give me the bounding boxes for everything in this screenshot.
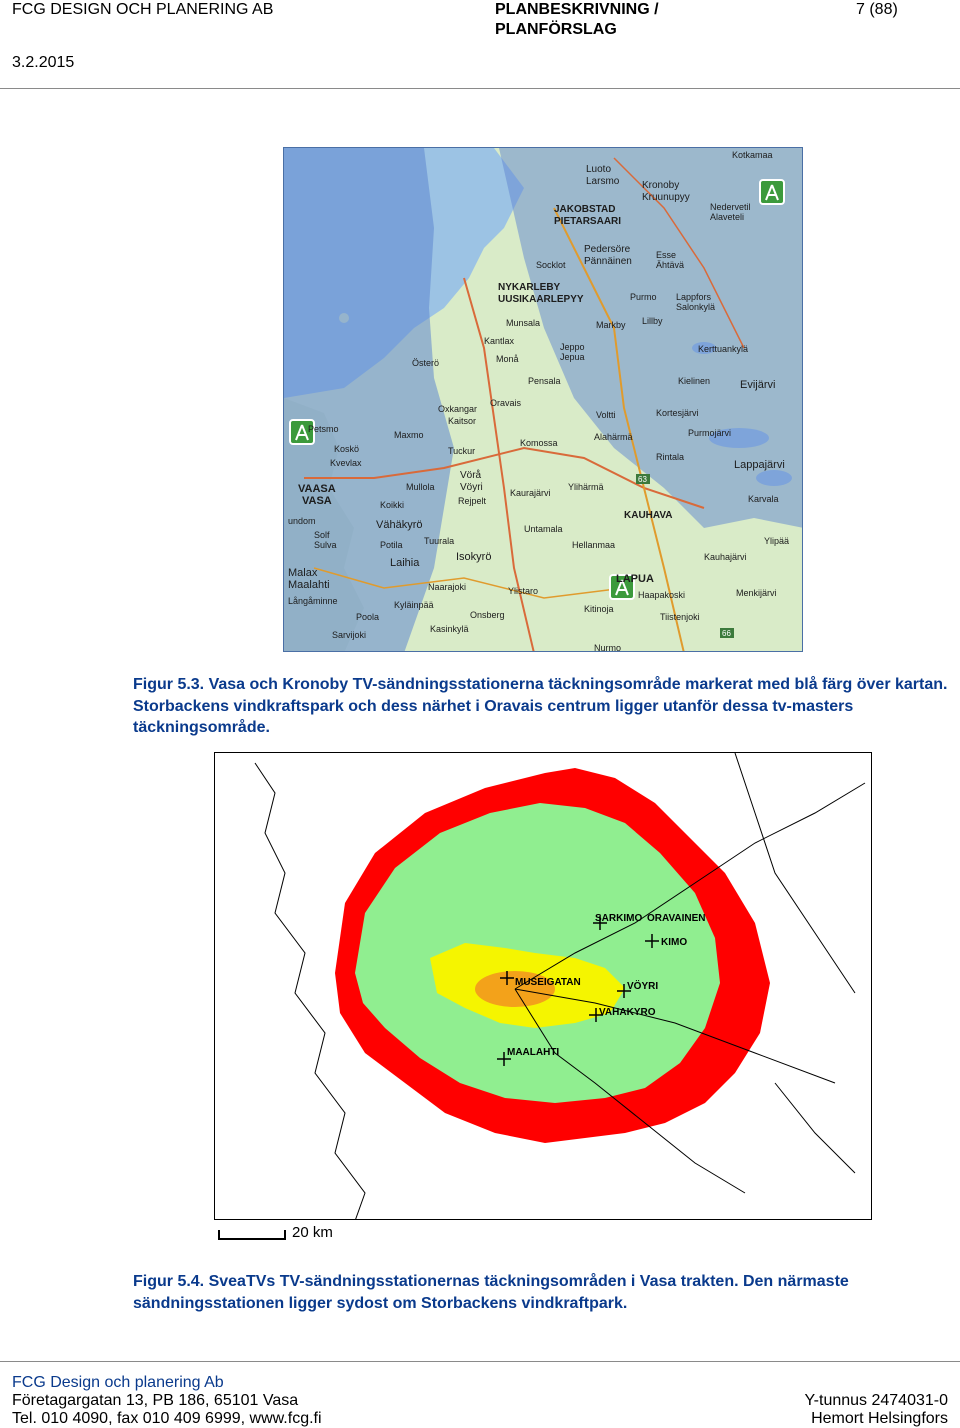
map-label-untamala: Untamala bbox=[524, 524, 563, 534]
map-label-jeppo: Jeppo bbox=[560, 342, 585, 352]
map-label-kortesjarvi: Kortesjärvi bbox=[656, 408, 699, 418]
map-label-ylipaa: Ylipää bbox=[764, 536, 790, 546]
coverage-label-sarkimo: SARKIMO bbox=[595, 913, 643, 924]
map-label-uusikaarlepyy: UUSIKAARLEPYY bbox=[498, 294, 584, 305]
map-label-vahakyro: Vähäkyrö bbox=[376, 519, 423, 531]
map-label-mullola: Mullola bbox=[406, 482, 435, 492]
map-label-lappfors: Lappfors bbox=[676, 292, 712, 302]
map-label-lillby: Lillby bbox=[642, 316, 663, 326]
map-label-pensala: Pensala bbox=[528, 376, 561, 386]
map-label-vaasa: VAASA bbox=[298, 483, 336, 495]
map-scale-bar bbox=[218, 1224, 358, 1244]
map-label-maalahti: Maalahti bbox=[288, 579, 330, 591]
map-label-langamiinne: Långåminne bbox=[288, 596, 338, 606]
map-label-yliharma: Ylihärmä bbox=[568, 482, 604, 492]
map-label-komossa: Komossa bbox=[520, 438, 558, 448]
map-label-onsberg: Onsberg bbox=[470, 610, 505, 620]
map-label-haapakoski: Haapakoski bbox=[638, 590, 686, 600]
map-label-solf: Solf bbox=[314, 530, 330, 540]
figure-5-4-caption: Figur 5.4. SveaTVs TV-sändningsstationernas täckningsområden i Vasa trakten. Den närmaste sändningsstationen ligger sydost om Storbackens vindkraftpark. bbox=[133, 1273, 849, 1312]
map-label-oxkangar: Oxkangar bbox=[438, 404, 478, 414]
road-number-63: 63 bbox=[638, 475, 647, 484]
map-label-kaitsor: Kaitsor bbox=[448, 416, 477, 426]
map-label-poola: Poola bbox=[356, 612, 380, 622]
map-label-rejpelt: Rejpelt bbox=[458, 496, 487, 506]
map-label-salonkyla: Salonkylä bbox=[676, 302, 716, 312]
map-label-sulva: Sulva bbox=[314, 540, 337, 550]
figure-5-3-caption: Figur 5.3. Vasa och Kronoby TV-sändningsstationerna täckningsområde markerat med blå färg över kartan. Storbackens vindkraftspark och dess närhet i Oravais centrum ligger utanför dessa tv-masters täckningsområde. bbox=[133, 676, 948, 736]
figure-5-3-map bbox=[283, 147, 803, 652]
coverage-label-maalahti: MAALAHTI bbox=[507, 1047, 560, 1058]
map-label-evijarvi: Evijärvi bbox=[740, 379, 776, 391]
map-label-luoto: Luoto bbox=[586, 164, 612, 175]
map-label-kasinkyla: Kasinkylä bbox=[430, 624, 469, 634]
footer-business-id: Y-tunnus 2474031-0 bbox=[804, 1392, 948, 1409]
map-label-petsmo: Petsmo bbox=[308, 424, 339, 434]
footer-contact[interactable]: Tel. 010 4090, fax 010 409 6999, www.fcg.fi bbox=[12, 1410, 322, 1427]
map-label-isokyro: Isokyrö bbox=[456, 551, 492, 563]
map-label-jakobstad: JAKOBSTAD bbox=[554, 204, 616, 215]
map-label-sundom: undom bbox=[288, 516, 316, 526]
header-page-number: 7 (88) bbox=[856, 1, 898, 18]
map-label-laihia: Laihia bbox=[390, 557, 420, 569]
map-label-voltti: Voltti bbox=[596, 410, 616, 420]
map-label-vasa: VASA bbox=[302, 495, 332, 507]
map-label-naarajoki: Naarajoki bbox=[428, 582, 467, 592]
header-doc-title-line2: PLANFÖRSLAG bbox=[495, 21, 617, 38]
map-label-tuurala: Tuurala bbox=[424, 536, 455, 546]
header-doc-title bbox=[495, 0, 659, 40]
map-label-markby: Markby bbox=[596, 320, 626, 330]
map-label-munsala: Munsala bbox=[506, 318, 541, 328]
map-label-alaharma: Alahärmä bbox=[594, 432, 633, 442]
map-label-kronoby: Kronoby bbox=[642, 180, 680, 191]
footer-company: FCG Design och planering Ab bbox=[12, 1374, 224, 1391]
map-label-nykarleby: NYKARLEBY bbox=[498, 282, 561, 293]
road-number-66: 66 bbox=[722, 629, 731, 638]
map-label-voyri: Vöyri bbox=[460, 482, 483, 493]
map-label-larsmo: Larsmo bbox=[586, 176, 620, 187]
footer-domicile: Hemort Helsingfors bbox=[811, 1410, 948, 1427]
coverage-label-vahakyro: VAHAKYRO bbox=[599, 1007, 656, 1018]
map-label-lapua: LAPUA bbox=[616, 573, 654, 585]
map-label-kvevlax: Kvevlax bbox=[330, 458, 362, 468]
map-label-kauhava: KAUHAVA bbox=[624, 510, 673, 521]
map-label-karvala: Karvala bbox=[748, 494, 779, 504]
map-label-esse: Esse bbox=[656, 250, 677, 260]
coverage-label-oravainen: ORAVAINEN bbox=[647, 913, 706, 924]
map-label-purmo: Purmo bbox=[630, 292, 657, 302]
header-company: FCG DESIGN OCH PLANERING AB bbox=[12, 1, 274, 18]
map-label-kotkamaa: Kotkamaa bbox=[732, 150, 773, 160]
map-label-kosko: Koskö bbox=[334, 444, 360, 454]
map-label-jepua: Jepua bbox=[560, 352, 585, 362]
map-label-lappajarvi: Lappajärvi bbox=[734, 459, 785, 471]
header-doc-title-line1: PLANBESKRIVNING / bbox=[495, 1, 659, 18]
map-label-socklot: Socklot bbox=[536, 260, 566, 270]
header-date: 3.2.2015 bbox=[12, 54, 75, 71]
map-label-kylanpaa: Kyläinpää bbox=[394, 600, 434, 610]
map-label-vora: Vörå bbox=[460, 470, 482, 481]
map-label-kaurajarvi: Kaurajärvi bbox=[510, 488, 551, 498]
map-label-nedervetil: Nedervetil bbox=[710, 202, 751, 212]
map-label-maxmo: Maxmo bbox=[394, 430, 424, 440]
map-label-kantlax: Kantlax bbox=[484, 336, 515, 346]
map-label-nurmo: Nurmo bbox=[594, 643, 622, 652]
map-label-kitinoja: Kitinoja bbox=[584, 604, 614, 614]
map-label-purmojarvi: Purmojärvi bbox=[688, 428, 732, 438]
footer-divider bbox=[0, 1361, 960, 1362]
coverage-label-museigatan: MUSEIGATAN bbox=[515, 977, 581, 988]
map-label-hellanmaa: Hellanmaa bbox=[572, 540, 616, 550]
map-label-pannainen: Pännäinen bbox=[584, 256, 632, 267]
coverage-label-voyri: VÖYRI bbox=[627, 981, 659, 992]
map-label-sarvijoki: Sarvijoki bbox=[332, 630, 367, 640]
figure-5-4-coverage-map bbox=[214, 752, 872, 1220]
map-label-pietarsaari: PIETARSAARI bbox=[554, 216, 622, 227]
map-label-kerttuankyla: Kerttuankylä bbox=[698, 344, 749, 354]
map-label-mona: Monå bbox=[496, 354, 519, 364]
map-label-kruunupyy: Kruunupyy bbox=[642, 192, 690, 203]
map-label-malax: Malax bbox=[288, 567, 318, 579]
tv-mast-icon-kronoby bbox=[760, 180, 784, 204]
map-label-oravais: Oravais bbox=[490, 398, 522, 408]
map-label-koikki: Koikki bbox=[380, 500, 405, 510]
map-label-tuckur: Tuckur bbox=[448, 446, 476, 456]
map-label-kauhajarvi: Kauhajärvi bbox=[704, 552, 747, 562]
map-label-menkijarvi: Menkijärvi bbox=[736, 588, 777, 598]
map-label-ylistaro: Ylistaro bbox=[508, 586, 539, 596]
map-label-pedersore: Pedersöre bbox=[584, 244, 631, 255]
map-label-potila: Potila bbox=[380, 540, 403, 550]
header-divider bbox=[0, 88, 960, 89]
coverage-label-kimo: KIMO bbox=[661, 937, 688, 948]
map-label-osteroo: Österö bbox=[412, 358, 440, 368]
map-label-ahtava: Ähtävä bbox=[656, 260, 685, 270]
footer-address: Företagargatan 13, PB 186, 65101 Vasa bbox=[12, 1392, 299, 1409]
scale-label: 20 km bbox=[292, 1224, 333, 1241]
map-label-kielinen: Kielinen bbox=[678, 376, 711, 386]
map-label-alaveteli: Alaveteli bbox=[710, 212, 745, 222]
map-label-tiistenjoki: Tiistenjoki bbox=[660, 612, 700, 622]
map-label-rintala: Rintala bbox=[656, 452, 685, 462]
